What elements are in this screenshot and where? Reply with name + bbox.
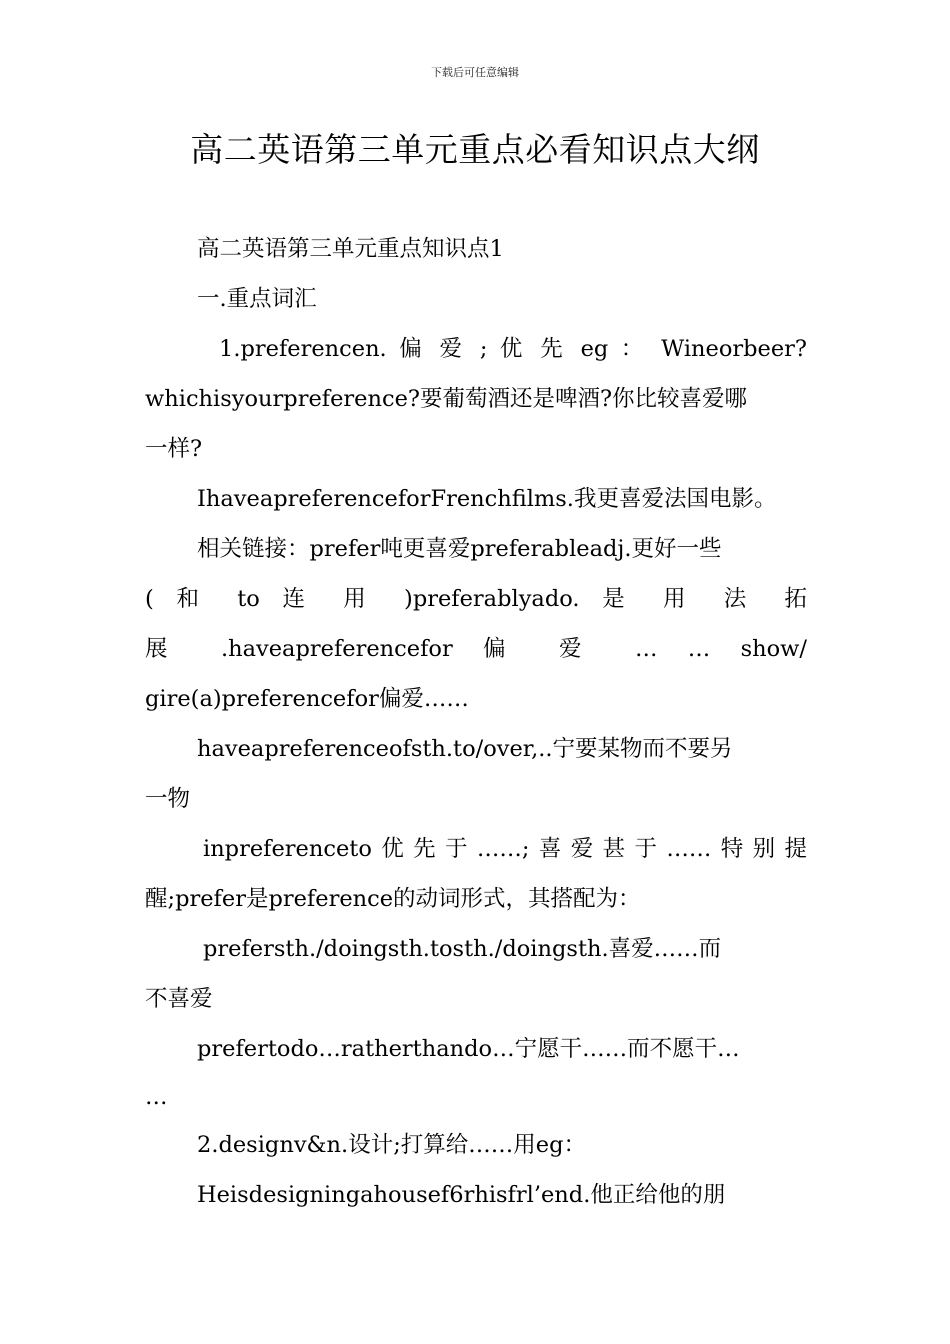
paragraph-line: whichisyourpreference?要葡萄酒还是啤酒?你比较喜爱哪 [145, 386, 748, 412]
document-title: 高二英语第三单元重点必看知识点大纲 [190, 130, 760, 169]
paragraph-line: haveapreferenceofsth.to/over,..宁要某物而不要另 [197, 736, 733, 762]
paragraph-line: 2.designv&n.设计;打算给……用eg： [197, 1132, 587, 1158]
paragraph-line: prefersth./doingsth.tosth./doingsth.喜爱……而 [203, 936, 722, 962]
header-note: 下载后可任意编辑 [431, 66, 519, 79]
section-heading: 高二英语第三单元重点知识点1 [197, 236, 504, 262]
paragraph-line: 展 .haveapreferencefor 偏 爱 … … show/ [145, 636, 807, 662]
paragraph-line: 1.preferencen. 偏 爱 ; 优 先 eg ： Wineorbeer? [219, 336, 807, 362]
paragraph-line: … [145, 1084, 168, 1110]
paragraph-line: 一样? [145, 436, 203, 462]
paragraph-line: Heisdesigningahousef6rhisfrl’end.他正给他的朋 [197, 1182, 726, 1208]
paragraph-line: 不喜爱 [145, 986, 213, 1012]
paragraph-line: 醒;prefer是preference的动词形式，其搭配为： [145, 886, 641, 912]
paragraph-line: 一物 [145, 786, 191, 812]
paragraph-line: inpreferenceto优先于……;喜爱甚于……特别提 [203, 836, 807, 862]
paragraph-line: ( 和 to 连 用 )preferablyado. 是 用 法 拓 [145, 586, 807, 612]
subsection-heading: 一.重点词汇 [197, 286, 317, 312]
paragraph-line: IhaveapreferenceforFrenchfilms.我更喜爱法国电影。 [197, 486, 777, 512]
paragraph-line: prefertodo…ratherthando…宁愿干……而不愿干… [197, 1036, 740, 1062]
paragraph-line: gire(a)preferencefor偏爱…… [145, 686, 469, 712]
document-body [145, 224, 807, 1220]
paragraph-line: 相关链接：prefer吨更喜爱preferableadj.更好一些 [197, 536, 722, 562]
